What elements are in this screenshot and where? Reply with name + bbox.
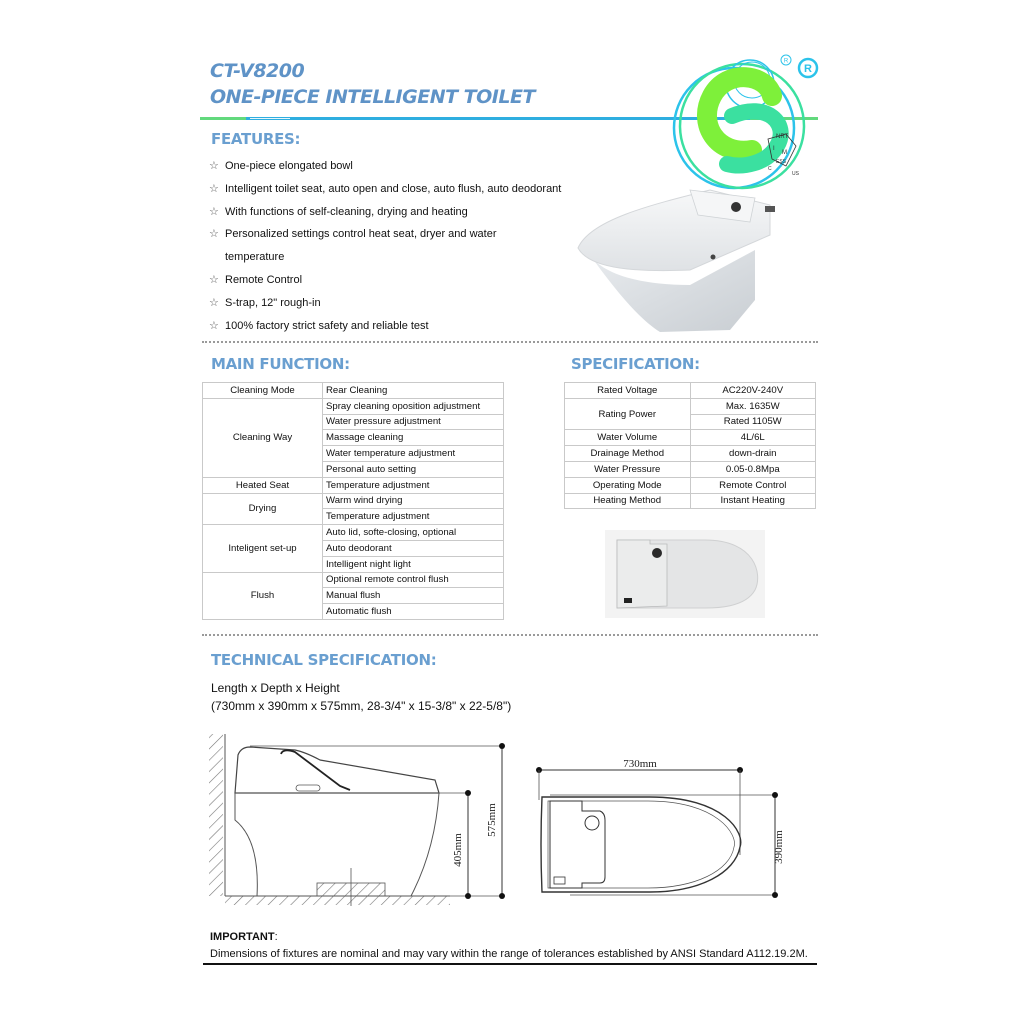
side-view-drawing	[205, 730, 505, 906]
star-bullet-icon: ☆	[209, 227, 219, 241]
dimensions-values: (730mm x 390mm x 575mm, 28-3/4" x 15-3/8" x 22-5/8")	[211, 699, 512, 713]
table-row: Drying Warm wind drying	[203, 493, 504, 509]
feature-item: ☆ S-trap, 12" rough-in	[209, 292, 561, 315]
model-number: CT-V8200	[210, 60, 305, 82]
header-rule-highlight	[250, 118, 290, 119]
feature-item: ☆ With functions of self-cleaning, drying and heating	[209, 201, 561, 224]
table-row: Massage cleaning	[203, 430, 504, 446]
section-divider	[202, 341, 818, 343]
table-row: Auto deodorant	[203, 540, 504, 556]
dimensions-label: Length x Depth x Height	[211, 681, 340, 695]
dimensions-text	[211, 679, 511, 715]
table-row: Rating Power Max. 1635W	[565, 398, 816, 414]
specification-heading: SPECIFICATION:	[571, 355, 700, 373]
section-divider	[202, 634, 818, 636]
feature-item: ☆ Personalized settings control heat seat, dryer and water	[209, 223, 561, 246]
svg-text:C: C	[768, 166, 772, 172]
table-row: Heated Seat Temperature adjustment	[203, 477, 504, 493]
table-row: Cleaning Mode Rear Cleaning	[203, 383, 504, 399]
depth-label: 390mm	[773, 830, 785, 864]
feature-item-continuation: temperature	[225, 251, 285, 264]
table-row: Automatic flush	[203, 604, 504, 620]
disclaimer-text: Dimensions of fixtures are nominal and may vary within the range of tolerances established by ANSI Standard A112.19.2M.	[210, 948, 808, 960]
footer-rule	[203, 963, 817, 965]
feature-item: ☆ 100% factory strict safety and reliable test	[209, 315, 561, 338]
svg-text:R: R	[783, 58, 789, 65]
table-row: Inteligent set-up Auto lid, softe-closing, optional	[203, 525, 504, 541]
technical-specification-heading: TECHNICAL SPECIFICATION:	[211, 651, 437, 669]
important-note-heading: IMPORTANT:	[210, 931, 278, 943]
table-row: Rated Voltage AC220V-240V	[565, 383, 816, 399]
main-function-table	[202, 382, 504, 620]
header-rule-accent	[200, 117, 246, 120]
feature-item: ☆ Remote Control	[209, 269, 561, 292]
svg-text:R: R	[804, 63, 812, 75]
star-bullet-icon: ☆	[209, 181, 219, 195]
specification-table	[564, 382, 816, 509]
product-title: ONE-PIECE INTELLIGENT TOILET	[210, 86, 535, 108]
star-bullet-icon: ☆	[209, 204, 219, 218]
table-row: Water pressure adjustment	[203, 414, 504, 430]
table-row: Flush Optional remote control flush	[203, 572, 504, 588]
feature-item: ☆ One-piece elongated bowl	[209, 155, 561, 178]
table-row: Water Pressure 0.05-0.8Mpa	[565, 461, 816, 477]
main-function-heading: MAIN FUNCTION:	[211, 355, 350, 373]
svg-text:M: M	[782, 150, 787, 156]
top-view-photo	[605, 530, 765, 618]
star-bullet-icon: ☆	[209, 295, 219, 309]
table-row: Heating Method Instant Heating	[565, 493, 816, 509]
star-bullet-icon: ☆	[209, 318, 219, 332]
length-label: 730mm	[623, 758, 657, 770]
star-bullet-icon: ☆	[209, 272, 219, 286]
table-row: Rated 1105W	[565, 414, 816, 430]
svg-text:ESS: ESS	[776, 159, 787, 165]
features-heading: FEATURES:	[211, 130, 301, 148]
table-row: Intelligent night light	[203, 556, 504, 572]
features-list	[209, 155, 561, 337]
table-row: Manual flush	[203, 588, 504, 604]
table-row: Water temperature adjustment	[203, 446, 504, 462]
svg-text:I: I	[773, 146, 775, 152]
table-row: Cleaning Way Spray cleaning oposition adjustment	[203, 398, 504, 414]
table-row: Drainage Method down-drain	[565, 446, 816, 462]
svg-text:NRT: NRT	[776, 134, 789, 140]
total-height-label: 575mm	[486, 803, 498, 837]
feature-item: ☆ Intelligent toilet seat, auto open and close, auto flush, auto deodorant	[209, 178, 561, 201]
table-row: Water Volume 4L/6L	[565, 430, 816, 446]
table-row: Personal auto setting	[203, 461, 504, 477]
star-bullet-icon: ☆	[209, 159, 219, 172]
top-view-drawing	[530, 755, 810, 905]
table-row: Temperature adjustment	[203, 509, 504, 525]
table-row: Operating Mode Remote Control	[565, 477, 816, 493]
svg-text:US: US	[792, 171, 799, 177]
seat-height-label: 405mm	[452, 833, 464, 867]
product-photo	[570, 160, 780, 338]
